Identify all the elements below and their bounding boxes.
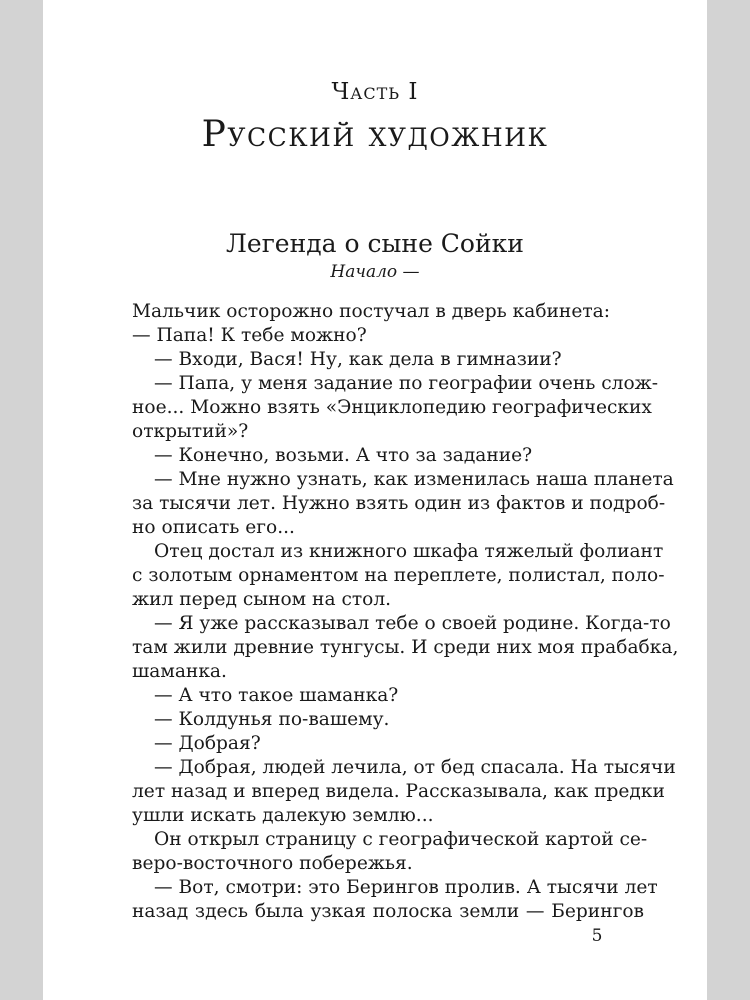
text-line: — Папа! К тебе можно?	[132, 325, 367, 346]
page-number: 5	[591, 926, 603, 946]
text-line: шаманка.	[132, 661, 227, 682]
text-line: жил перед сыном на стол.	[132, 589, 392, 610]
text-line: но описать его...	[132, 517, 295, 538]
chapter-title: Легенда о сыне Сойки	[226, 229, 524, 258]
text-line: — Колдунья по-вашему.	[154, 709, 390, 730]
text-line: — Входи, Вася! Ну, как дела в гимназии?	[154, 349, 562, 370]
text-line: — Мне нужно узнать, как изменилась наша планета	[154, 469, 674, 490]
text-line: — Добрая?	[154, 733, 261, 754]
part-title: Русский художник	[201, 114, 549, 155]
text-line: — Вот, смотри: это Берингов пролив. А тысячи лет	[154, 877, 658, 898]
text-line: ное... Можно взять «Энциклопедию географических	[132, 397, 652, 418]
text-line: — Конечно, возьми. А что за задание?	[154, 445, 533, 466]
text-line: за тысячи лет. Нужно взять один из фактов и подроб-	[132, 493, 666, 514]
text-line: лет назад и вперед видела. Рассказывала, как предки	[132, 781, 665, 802]
text-line: открытий»?	[132, 421, 249, 442]
text-line: с золотым орнаментом на переплете, полистал, поло-	[132, 565, 665, 586]
part-label: Часть I	[331, 79, 419, 105]
text-line: ушли искать далекую землю...	[132, 805, 434, 826]
text-line: Он открыл страницу с географической картой се-	[154, 829, 648, 850]
chapter-subtitle: Начало —	[330, 262, 420, 282]
text-line: — А что такое шаманка?	[154, 685, 399, 706]
text-line: там жили древние тунгусы. И среди них моя прабабка,	[132, 637, 679, 658]
book-page	[43, 0, 707, 1000]
text-line: веро-восточного побережья.	[132, 853, 413, 874]
body-text	[132, 300, 679, 924]
text-line: Отец достал из книжного шкафа тяжелый фолиант	[154, 541, 664, 562]
text-line: назад здесь была узкая полоска земли — Берингов	[132, 901, 644, 922]
text-line: — Я уже рассказывал тебе о своей родине. Когда-то	[154, 613, 671, 634]
text-line: — Папа, у меня задание по географии очень слож-	[154, 373, 659, 394]
text-line: Мальчик осторожно постучал в дверь кабинета:	[132, 301, 610, 322]
text-line: — Добрая, людей лечила, от бед спасала. На тысячи	[154, 757, 676, 778]
